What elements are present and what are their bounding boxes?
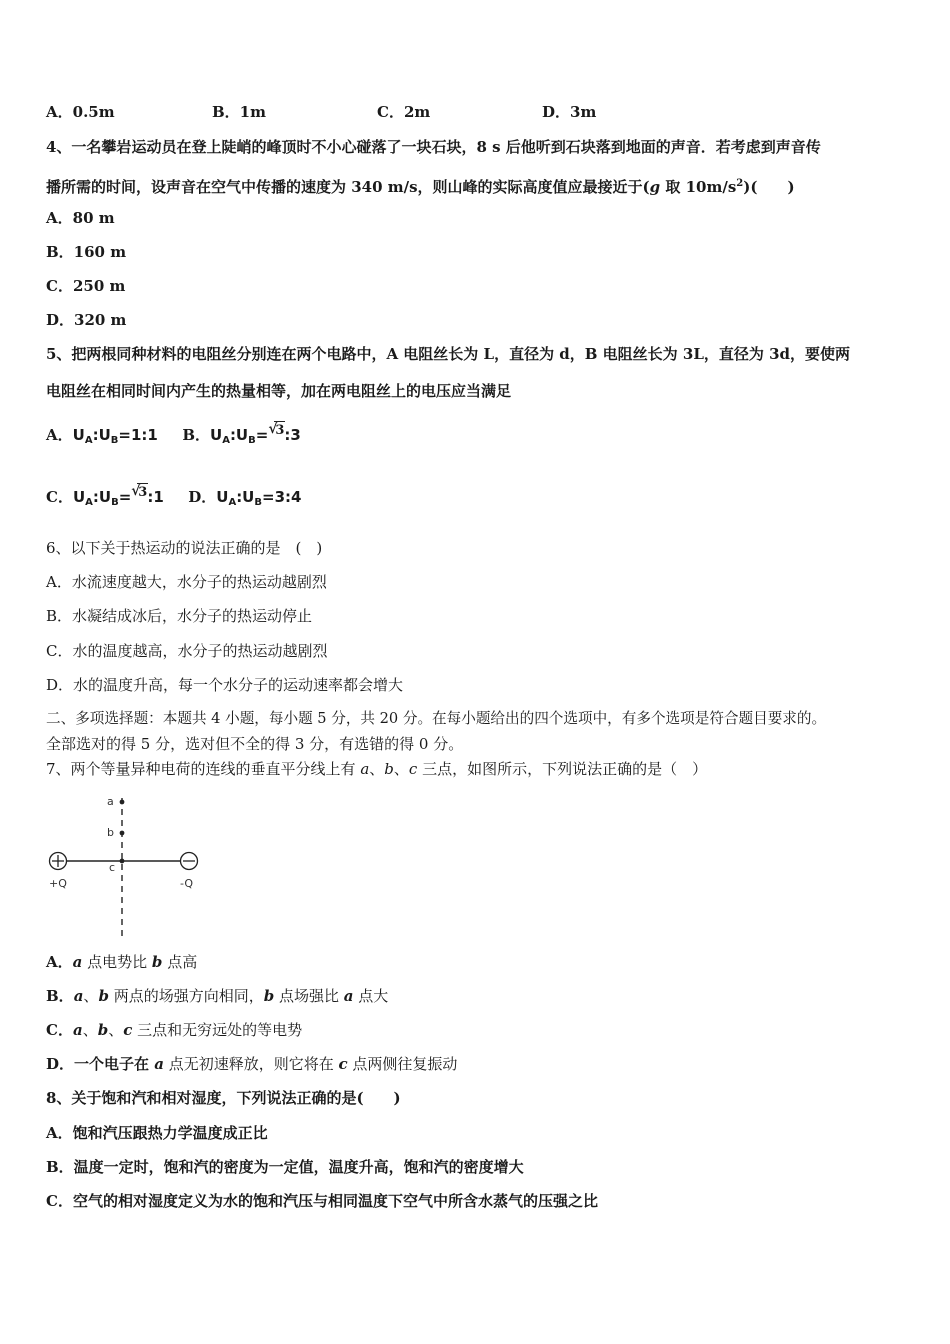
q5-option-d: D．$U_A:U_B=3:4$ — [188, 488, 302, 508]
q6-stem: 6、以下关于热运动的说法正确的是 ( ) — [46, 539, 323, 557]
q7-option-c: C．a、b、c 三点和无穷远处的等电势 — [46, 1021, 303, 1039]
q8-stem: 8、关于饱和汽和相对湿度，下列说法正确的是( ) — [46, 1089, 401, 1107]
q6-option-d: D．水的温度升高，每一个水分子的运动速率都会增大 — [46, 676, 404, 694]
section2-header-line1: 二、多项选择题：本题共 4 小题，每小题 5 分，共 20 分。在每小题给出的四个选项中，有多个选项是符合题目要求的。 — [46, 710, 827, 727]
q3-option-d: D．3m — [542, 103, 597, 121]
q4-stem-text: 播所需的时间，设声音在空气中传播的速度为 340 m/s，则山峰的实际高度值应最接近于( — [46, 178, 650, 196]
q4-stem-line2 — [46, 174, 795, 197]
label-a: a — [107, 795, 114, 808]
q4-option-b: B．160 m — [46, 243, 127, 261]
point-b — [120, 831, 125, 836]
q5-option-c: C．$U_A:U_B=$ √ 3:1 — [46, 483, 164, 508]
q8-option-a: A．饱和汽压跟热力学温度成正比 — [46, 1124, 268, 1142]
label-b: b — [107, 826, 114, 839]
section2-header-line2: 全部选对的得 5 分，选对但不全的得 3 分，有选错的得 0 分。 — [46, 735, 464, 753]
q4-option-d: D．320 m — [46, 311, 127, 329]
q4-exponent: 2 — [736, 178, 744, 189]
q5-options-row1 — [46, 421, 301, 451]
q4-answer-blank: )( ) — [743, 178, 795, 196]
q7-stem: 7、两个等量异种电荷的连线的垂直平分线上有 a、b、c 三点，如图所示，下列说法正确的是（ ） — [46, 760, 708, 778]
q6-option-b: B．水凝结成冰后，水分子的热运动停止 — [46, 607, 313, 625]
label-positive-q: +Q — [49, 877, 67, 890]
sqrt-symbol: √ 3 — [268, 421, 285, 438]
point-c — [120, 859, 125, 864]
q7-option-a: A．a 点电势比 b 点高 — [46, 953, 198, 971]
q7-charge-figure — [44, 790, 209, 940]
q6-option-a: A．水流速度越大，水分子的热运动越剧烈 — [46, 573, 327, 591]
q4-g-symbol: g — [649, 178, 661, 196]
positive-charge-icon — [50, 853, 67, 870]
q5-option-b: B．$U_A:U_B=$ √ 3:3 — [182, 421, 301, 446]
q8-option-b: B．温度一定时，饱和汽的密度为一定值，温度升高，饱和汽的密度增大 — [46, 1158, 524, 1176]
q7-option-d: D．一个电子在 a 点无初速释放，则它将在 c 点两侧往复振动 — [46, 1055, 458, 1073]
q4-option-c: C．250 m — [46, 277, 126, 295]
q3-option-c: C．2m — [377, 103, 431, 121]
q8-option-c: C．空气的相对湿度定义为水的饱和汽压与相同温度下空气中所含水蒸气的压强之比 — [46, 1192, 598, 1210]
q3-options-row — [46, 102, 906, 122]
negative-charge-icon — [181, 853, 198, 870]
label-c: c — [109, 861, 116, 874]
q5-stem-line1: 5、把两根同种材料的电阻丝分别连在两个电路中，A 电阻丝长为 L，直径为 d，B 电阻丝长为 3L，直径为 3d，要使两 — [46, 345, 851, 363]
point-a — [120, 800, 125, 805]
q3-option-a: A．0.5m — [46, 103, 115, 121]
q5-option-a: A．$U_A:U_B=1:1$ — [46, 426, 158, 446]
q5-options-row2 — [46, 483, 301, 513]
q3-option-b: B．1m — [212, 103, 266, 121]
q7-option-b: B．a、b 两点的场强方向相同，b 点场强比 a 点大 — [46, 987, 389, 1005]
q4-stem-line1: 4、一名攀岩运动员在登上陡峭的峰顶时不小心碰落了一块石块，8 s 后他听到石块落到地面的声音．若考虑到声音传 — [46, 138, 821, 156]
q4-option-a: A．80 m — [46, 209, 115, 227]
sqrt-symbol: √ 3 — [131, 483, 148, 500]
q4-g-value: 取 10m/s — [660, 178, 737, 196]
q5-stem-line2: 电阻丝在相同时间内产生的热量相等，加在两电阻丝上的电压应当满足 — [46, 382, 512, 400]
q6-option-c: C．水的温度越高，水分子的热运动越剧烈 — [46, 642, 328, 660]
label-negative-q: -Q — [180, 877, 194, 890]
